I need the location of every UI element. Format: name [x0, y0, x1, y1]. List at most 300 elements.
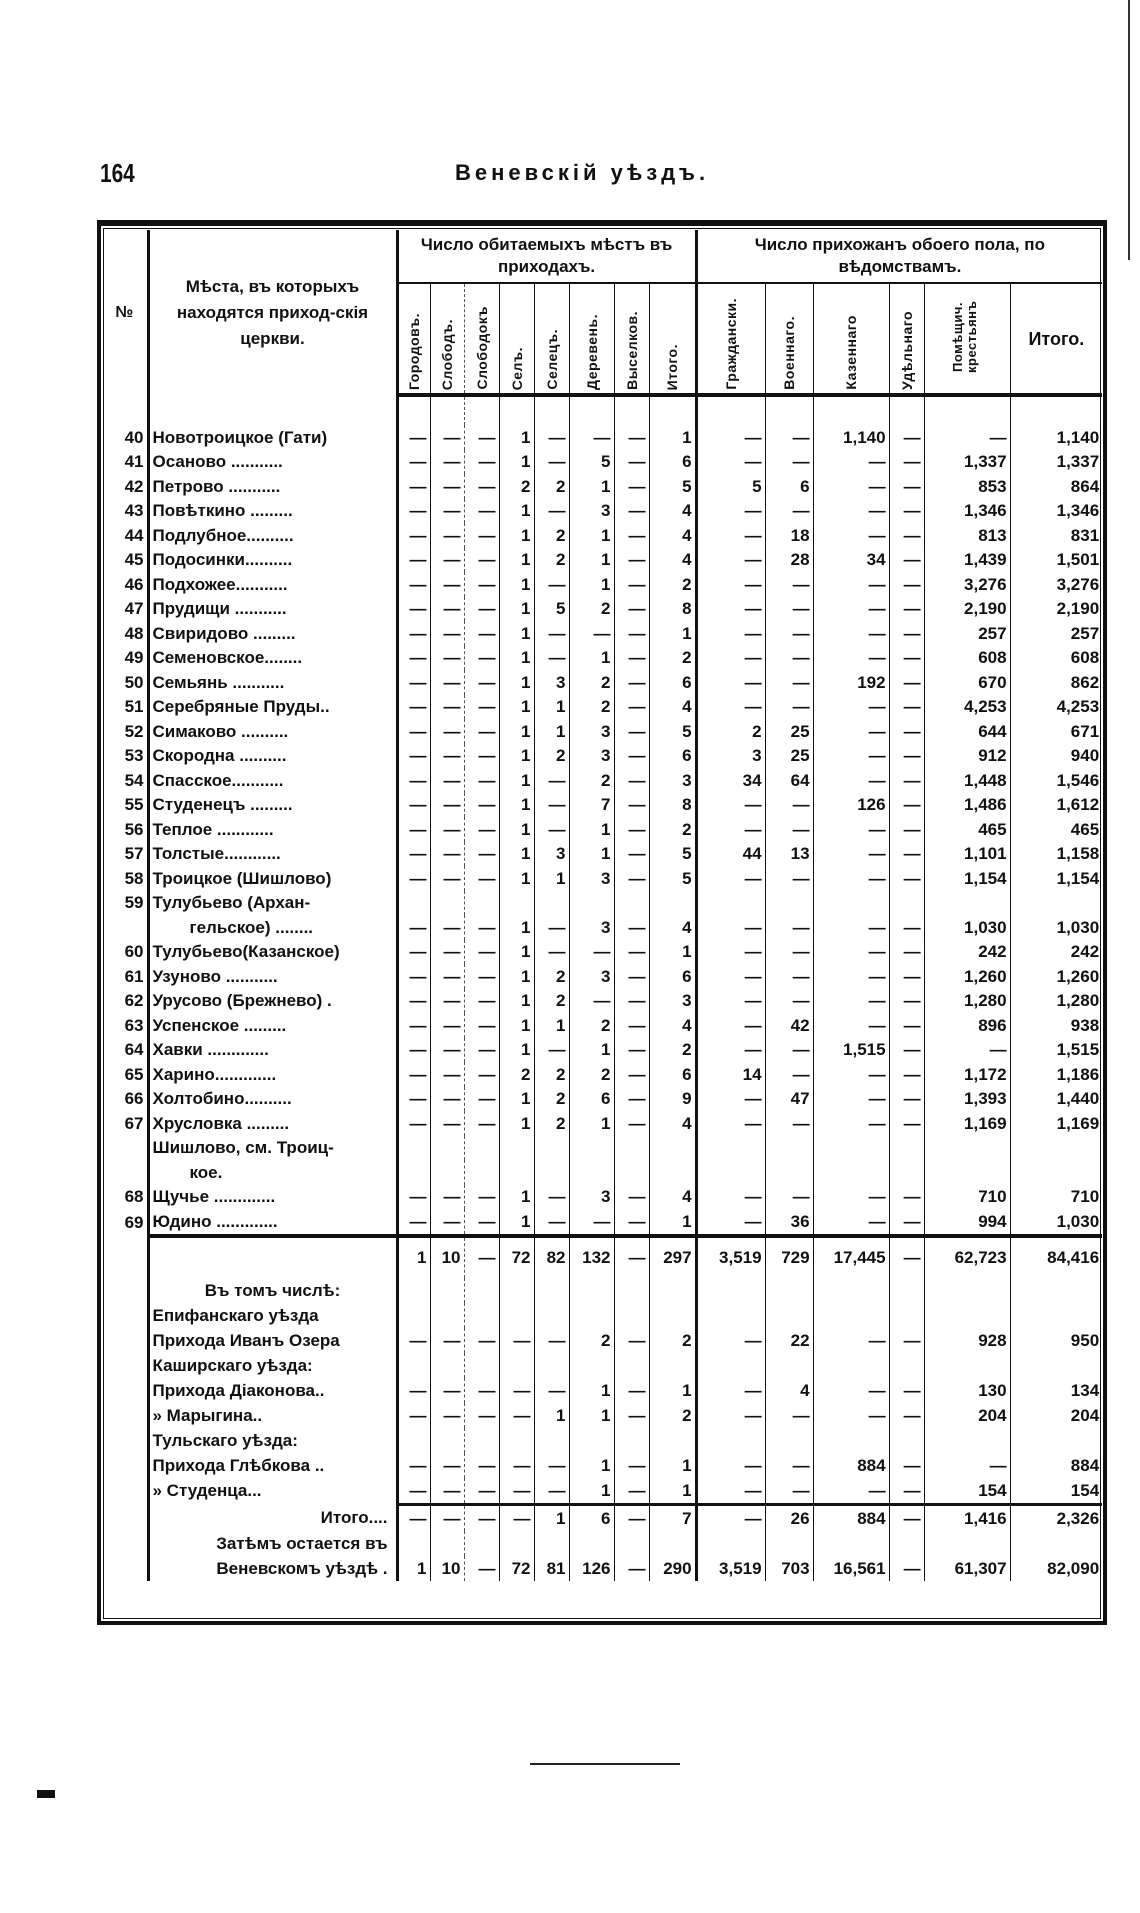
parish-cell: —	[765, 793, 813, 818]
parish-cell: —	[765, 597, 813, 622]
places-cell: —	[569, 621, 614, 646]
places-cell: —	[569, 940, 614, 965]
table-row	[102, 670, 1102, 695]
parish-cell: —	[765, 646, 813, 671]
parish-cell: 4,253	[1010, 695, 1102, 720]
parish-cell: 14	[696, 1062, 765, 1087]
parish-cell: —	[813, 1111, 889, 1136]
places-cell: —	[409, 1455, 427, 1475]
places-cell: 1	[569, 1111, 614, 1136]
places-cell: —	[499, 1478, 534, 1505]
places-cell: 1	[499, 989, 534, 1014]
place-name: Троицкое (Шишлово)	[148, 866, 397, 891]
places-cell: —	[409, 1040, 427, 1060]
parish-cell: 154	[1010, 1478, 1102, 1505]
parish-cell: —	[813, 450, 889, 475]
empty-cell	[464, 395, 499, 425]
places-cell: 3	[534, 670, 569, 695]
parish-cell: 6	[765, 474, 813, 499]
parish-cell: —	[765, 572, 813, 597]
places-cell: 8	[649, 793, 696, 818]
row-number: 64	[102, 1038, 148, 1063]
empty-cell	[397, 891, 430, 916]
places-cell: —	[430, 499, 464, 524]
row-number: 43	[102, 499, 148, 524]
parish-cell: —	[696, 1378, 765, 1403]
places-cell: 2	[649, 817, 696, 842]
places-cell: —	[430, 548, 464, 573]
place-name: Узуново ...........	[148, 964, 397, 989]
empty-cell	[464, 1353, 499, 1378]
empty-cell	[499, 1160, 534, 1185]
parish-cell: 644	[924, 719, 1010, 744]
parish-cell: 1,501	[1010, 548, 1102, 573]
row-number: 58	[102, 866, 148, 891]
places-cell: —	[614, 866, 649, 891]
places-cell: 2	[534, 548, 569, 573]
places-cell: —	[614, 523, 649, 548]
row-number: 69	[102, 1209, 148, 1236]
places-cell: —	[614, 719, 649, 744]
blank	[102, 1478, 148, 1505]
end-rule	[530, 1763, 680, 1765]
places-cell: 1	[569, 1453, 614, 1478]
parish-cell: —	[889, 1556, 924, 1581]
places-cell: 3	[569, 744, 614, 769]
parish-cell: —	[889, 1504, 924, 1531]
header-parishioners: Число прихожанъ обоего пола, по вѣдомствамъ.	[696, 230, 1102, 283]
row-number: 41	[102, 450, 148, 475]
places-cell: —	[614, 670, 649, 695]
places-cell: —	[614, 1556, 649, 1581]
blank	[102, 1303, 148, 1328]
parish-cell: —	[696, 499, 765, 524]
parish-cell: 928	[924, 1328, 1010, 1353]
places-cell: 1	[499, 744, 534, 769]
places-cell: —	[409, 574, 427, 594]
parish-cell: 36	[765, 1209, 813, 1236]
places-cell: —	[534, 817, 569, 842]
parish-cell: —	[889, 1378, 924, 1403]
parish-cell: 134	[1010, 1378, 1102, 1403]
grand-total-row	[102, 1236, 1102, 1278]
empty-cell	[1010, 1136, 1102, 1161]
places-cell: 1	[534, 695, 569, 720]
places-cell: 3	[569, 1185, 614, 1210]
places-cell: —	[430, 1403, 464, 1428]
places-cell: —	[464, 1556, 499, 1581]
places-cell: 1	[534, 1013, 569, 1038]
empty-cell	[614, 1303, 649, 1328]
empty-cell	[430, 1353, 464, 1378]
row-number: 63	[102, 1013, 148, 1038]
parish-cell: —	[813, 866, 889, 891]
parish-cell: 1,101	[924, 842, 1010, 867]
parish-cell: —	[889, 695, 924, 720]
parish-cell: —	[696, 695, 765, 720]
place-name: Толстые............	[148, 842, 397, 867]
row-number: 53	[102, 744, 148, 769]
table-row	[102, 1209, 1102, 1236]
places-cell: —	[409, 991, 427, 1011]
places-cell: —	[614, 1478, 649, 1505]
places-cell: 290	[649, 1556, 696, 1581]
places-cell: —	[464, 1453, 499, 1478]
places-cell: —	[409, 1405, 427, 1425]
header-parish-col	[813, 283, 889, 395]
place-name: Тулубьево(Казанское)	[148, 940, 397, 965]
parish-cell: —	[765, 915, 813, 940]
places-cell: 1	[499, 1013, 534, 1038]
places-cell: —	[430, 523, 464, 548]
header-places-col	[430, 283, 464, 395]
places-cell: —	[464, 523, 499, 548]
empty-cell	[765, 1353, 813, 1378]
subtotal-row	[102, 1504, 1102, 1531]
places-cell: —	[464, 1038, 499, 1063]
header-label: Деревень.	[583, 314, 600, 390]
table-row	[102, 523, 1102, 548]
parish-cell: —	[765, 1403, 813, 1428]
empty-cell	[696, 1160, 765, 1185]
empty-cell	[765, 891, 813, 916]
table-row	[102, 1136, 1102, 1161]
header-places-col	[614, 283, 649, 395]
empty-cell	[1010, 891, 1102, 916]
subtotal-label: Итого....	[148, 1504, 397, 1531]
blank	[102, 1428, 148, 1453]
place-name: Симаково ..........	[148, 719, 397, 744]
header-parish-col	[696, 283, 765, 395]
parish-cell: —	[765, 1478, 813, 1505]
empty-cell	[534, 1428, 569, 1453]
places-cell: —	[534, 1478, 569, 1505]
empty-cell	[1010, 1531, 1102, 1556]
empty-cell	[924, 891, 1010, 916]
parish-cell: —	[696, 572, 765, 597]
empty-cell	[813, 891, 889, 916]
blank	[102, 1403, 148, 1428]
header-label: Селецъ.	[543, 329, 560, 390]
parish-cell: 4	[765, 1378, 813, 1403]
empty-cell	[464, 1428, 499, 1453]
places-cell: —	[409, 550, 427, 570]
parish-cell: 1,280	[924, 989, 1010, 1014]
parish-cell: —	[696, 1111, 765, 1136]
blank	[102, 1353, 148, 1378]
parish-cell: —	[813, 744, 889, 769]
places-cell: 2	[534, 1087, 569, 1112]
places-cell: —	[430, 1328, 464, 1353]
places-cell: —	[464, 548, 499, 573]
parish-cell: —	[889, 1013, 924, 1038]
places-cell: —	[409, 476, 427, 496]
empty-cell	[534, 1160, 569, 1185]
table-row-continued	[102, 915, 1102, 940]
empty-cell	[649, 1303, 696, 1328]
places-cell: 4	[649, 548, 696, 573]
places-cell: —	[534, 1185, 569, 1210]
parish-cell: 1,172	[924, 1062, 1010, 1087]
places-cell: 1	[649, 621, 696, 646]
places-cell: 5	[649, 719, 696, 744]
parish-cell: 242	[924, 940, 1010, 965]
table-row	[102, 964, 1102, 989]
parish-cell: —	[889, 450, 924, 475]
places-cell: 10	[430, 1556, 464, 1581]
places-cell: —	[614, 768, 649, 793]
parish-cell: 18	[765, 523, 813, 548]
places-cell: —	[409, 697, 427, 717]
parish-cell: —	[889, 548, 924, 573]
empty-cell	[397, 1136, 430, 1161]
places-cell: 1	[569, 548, 614, 573]
empty-cell	[499, 1303, 534, 1328]
parish-cell: —	[696, 964, 765, 989]
row-number: 40	[102, 425, 148, 450]
places-cell: —	[409, 1113, 427, 1133]
parish-cell: 940	[1010, 744, 1102, 769]
empty-cell	[499, 395, 534, 425]
places-cell: —	[409, 501, 427, 521]
places-cell: —	[409, 599, 427, 619]
places-cell: —	[430, 915, 464, 940]
parish-cell: 1,546	[1010, 768, 1102, 793]
places-cell: —	[464, 964, 499, 989]
section-heading: Тульскаго уѣзда:	[148, 1428, 397, 1453]
places-cell: 2	[534, 474, 569, 499]
empty-cell	[649, 395, 696, 425]
header-parish-col: Итого.	[1010, 283, 1102, 395]
place-name: Подхожее...........	[148, 572, 397, 597]
parish-cell: —	[813, 1062, 889, 1087]
parish-cell: 884	[1010, 1453, 1102, 1478]
places-cell: —	[614, 621, 649, 646]
places-cell: 1	[499, 695, 534, 720]
parish-cell: —	[696, 1209, 765, 1236]
places-cell: 1	[499, 915, 534, 940]
places-cell: 126	[569, 1556, 614, 1581]
parish-cell: —	[889, 940, 924, 965]
parish-cell: 1,448	[924, 768, 1010, 793]
parish-cell: 192	[813, 670, 889, 695]
parish-cell: 13	[765, 842, 813, 867]
places-cell: —	[499, 1378, 534, 1403]
table-row	[102, 842, 1102, 867]
places-cell: 2	[649, 1328, 696, 1353]
parish-cell: 154	[924, 1478, 1010, 1505]
parish-cell: 2,190	[1010, 597, 1102, 622]
places-cell: 5	[649, 866, 696, 891]
parish-cell: —	[813, 1378, 889, 1403]
place-name-continued: кое.	[148, 1160, 397, 1185]
places-cell: 3	[534, 842, 569, 867]
blank	[102, 1531, 148, 1556]
places-cell: 1	[499, 523, 534, 548]
empty-cell	[569, 1278, 614, 1303]
places-cell: —	[534, 1038, 569, 1063]
places-cell: —	[409, 648, 427, 668]
places-cell: 5	[569, 450, 614, 475]
place-name: Урусово (Брежнево) .	[148, 989, 397, 1014]
places-cell: —	[569, 1209, 614, 1236]
places-cell: 1	[649, 425, 696, 450]
places-cell: 3	[569, 719, 614, 744]
parish-cell: 884	[813, 1504, 889, 1531]
places-cell: 1	[649, 940, 696, 965]
empty-cell	[614, 1531, 649, 1556]
empty-cell	[696, 1428, 765, 1453]
row-number: 54	[102, 768, 148, 793]
parish-cell: —	[889, 646, 924, 671]
places-cell: —	[430, 1478, 464, 1505]
header-parish-col	[889, 283, 924, 395]
parish-cell: —	[696, 793, 765, 818]
places-cell: 8	[649, 597, 696, 622]
places-cell: —	[430, 768, 464, 793]
place-name: Шишлово, см. Троиц-	[148, 1136, 397, 1161]
table-row	[102, 719, 1102, 744]
empty-cell	[649, 891, 696, 916]
empty-cell	[813, 1531, 889, 1556]
parish-cell: —	[696, 1185, 765, 1210]
table-row	[102, 499, 1102, 524]
empty-cell	[499, 1531, 534, 1556]
places-cell: —	[534, 1209, 569, 1236]
empty-cell	[924, 1303, 1010, 1328]
places-cell: 1	[499, 1038, 534, 1063]
parish-cell: —	[889, 1403, 924, 1428]
parish-cell: 853	[924, 474, 1010, 499]
parish-cell: —	[696, 1478, 765, 1505]
parish-cell: —	[889, 1185, 924, 1210]
places-cell: —	[430, 842, 464, 867]
places-cell: —	[464, 768, 499, 793]
place-name: Серебряные Пруды..	[148, 695, 397, 720]
empty-cell	[649, 1428, 696, 1453]
places-cell: —	[464, 1111, 499, 1136]
parish-cell: 3,519	[696, 1556, 765, 1581]
places-cell: —	[464, 1504, 499, 1531]
parish-cell: 257	[924, 621, 1010, 646]
places-cell: —	[614, 1038, 649, 1063]
parish-cell: —	[765, 621, 813, 646]
parish-cell: 912	[924, 744, 1010, 769]
header-label: Удѣльнаго	[898, 311, 915, 390]
places-cell: 1	[649, 1209, 696, 1236]
places-cell: —	[569, 425, 614, 450]
parish-cell: 1,154	[1010, 866, 1102, 891]
parish-cell: 1,612	[1010, 793, 1102, 818]
empty-cell	[464, 1160, 499, 1185]
empty-cell	[397, 1353, 430, 1378]
places-cell: 1	[499, 548, 534, 573]
row-number-blank	[102, 915, 148, 940]
header-label: Военнаго.	[781, 316, 798, 390]
places-cell: 1	[569, 817, 614, 842]
blank	[102, 1278, 148, 1303]
places-cell: 5	[649, 474, 696, 499]
places-cell: 297	[649, 1236, 696, 1278]
empty-cell	[499, 891, 534, 916]
parish-cell: 1,030	[1010, 915, 1102, 940]
table-row	[102, 1013, 1102, 1038]
places-cell: 3	[649, 768, 696, 793]
parish-cell: —	[696, 621, 765, 646]
empty-cell	[397, 1531, 430, 1556]
places-cell: 1	[499, 768, 534, 793]
place-name-continued: гельское) ........	[148, 915, 397, 940]
parish-cell: 3,276	[924, 572, 1010, 597]
parish-cell: 1,158	[1010, 842, 1102, 867]
parish-cell: 17,445	[813, 1236, 889, 1278]
empty-cell	[534, 1531, 569, 1556]
place-name: Успенское .........	[148, 1013, 397, 1038]
place-name: Студенецъ .........	[148, 793, 397, 818]
parish-cell: —	[889, 499, 924, 524]
parish-cell: —	[889, 597, 924, 622]
places-cell: —	[430, 474, 464, 499]
empty-cell	[534, 1278, 569, 1303]
empty-cell	[765, 395, 813, 425]
empty-cell	[614, 1353, 649, 1378]
empty-cell	[813, 1428, 889, 1453]
place-name: Тулубьево (Архан-	[148, 891, 397, 916]
empty-cell	[889, 1303, 924, 1328]
parish-cell: 1,260	[1010, 964, 1102, 989]
places-cell: —	[534, 793, 569, 818]
remaining-row	[102, 1556, 1102, 1581]
places-cell: —	[409, 623, 427, 643]
parish-cell: —	[696, 1328, 765, 1353]
places-cell: 6	[649, 744, 696, 769]
parish-cell: 25	[765, 744, 813, 769]
parish-cell: 1,337	[1010, 450, 1102, 475]
empty-cell	[765, 1136, 813, 1161]
empty-cell	[464, 1531, 499, 1556]
places-cell: —	[464, 866, 499, 891]
places-cell: 2	[534, 523, 569, 548]
places-cell: 2	[569, 695, 614, 720]
place-name: Юдино .............	[148, 1209, 397, 1236]
parish-cell: —	[813, 817, 889, 842]
place-name: Семеновское........	[148, 646, 397, 671]
empty-cell	[614, 1278, 649, 1303]
places-cell: —	[464, 1328, 499, 1353]
parish-cell: —	[696, 425, 765, 450]
places-cell: —	[614, 1062, 649, 1087]
places-cell: 1	[534, 719, 569, 744]
places-cell: 6	[649, 670, 696, 695]
parish-cell: 204	[1010, 1403, 1102, 1428]
parish-cell: 862	[1010, 670, 1102, 695]
parish-cell: 703	[765, 1556, 813, 1581]
empty-cell	[924, 1136, 1010, 1161]
place-name: Хрусловка .........	[148, 1111, 397, 1136]
places-cell: 2	[569, 768, 614, 793]
places-cell: —	[430, 1087, 464, 1112]
parish-cell: —	[889, 964, 924, 989]
parish-cell: 1,260	[924, 964, 1010, 989]
parish-name: Прихода Глѣбкова ..	[148, 1453, 397, 1478]
places-cell: —	[614, 940, 649, 965]
parish-cell: 2,326	[1010, 1504, 1102, 1531]
places-cell: —	[464, 744, 499, 769]
parish-cell: 994	[924, 1209, 1010, 1236]
parish-cell: —	[696, 1087, 765, 1112]
header-label: Слободокъ	[473, 306, 490, 390]
blank	[102, 1328, 148, 1353]
